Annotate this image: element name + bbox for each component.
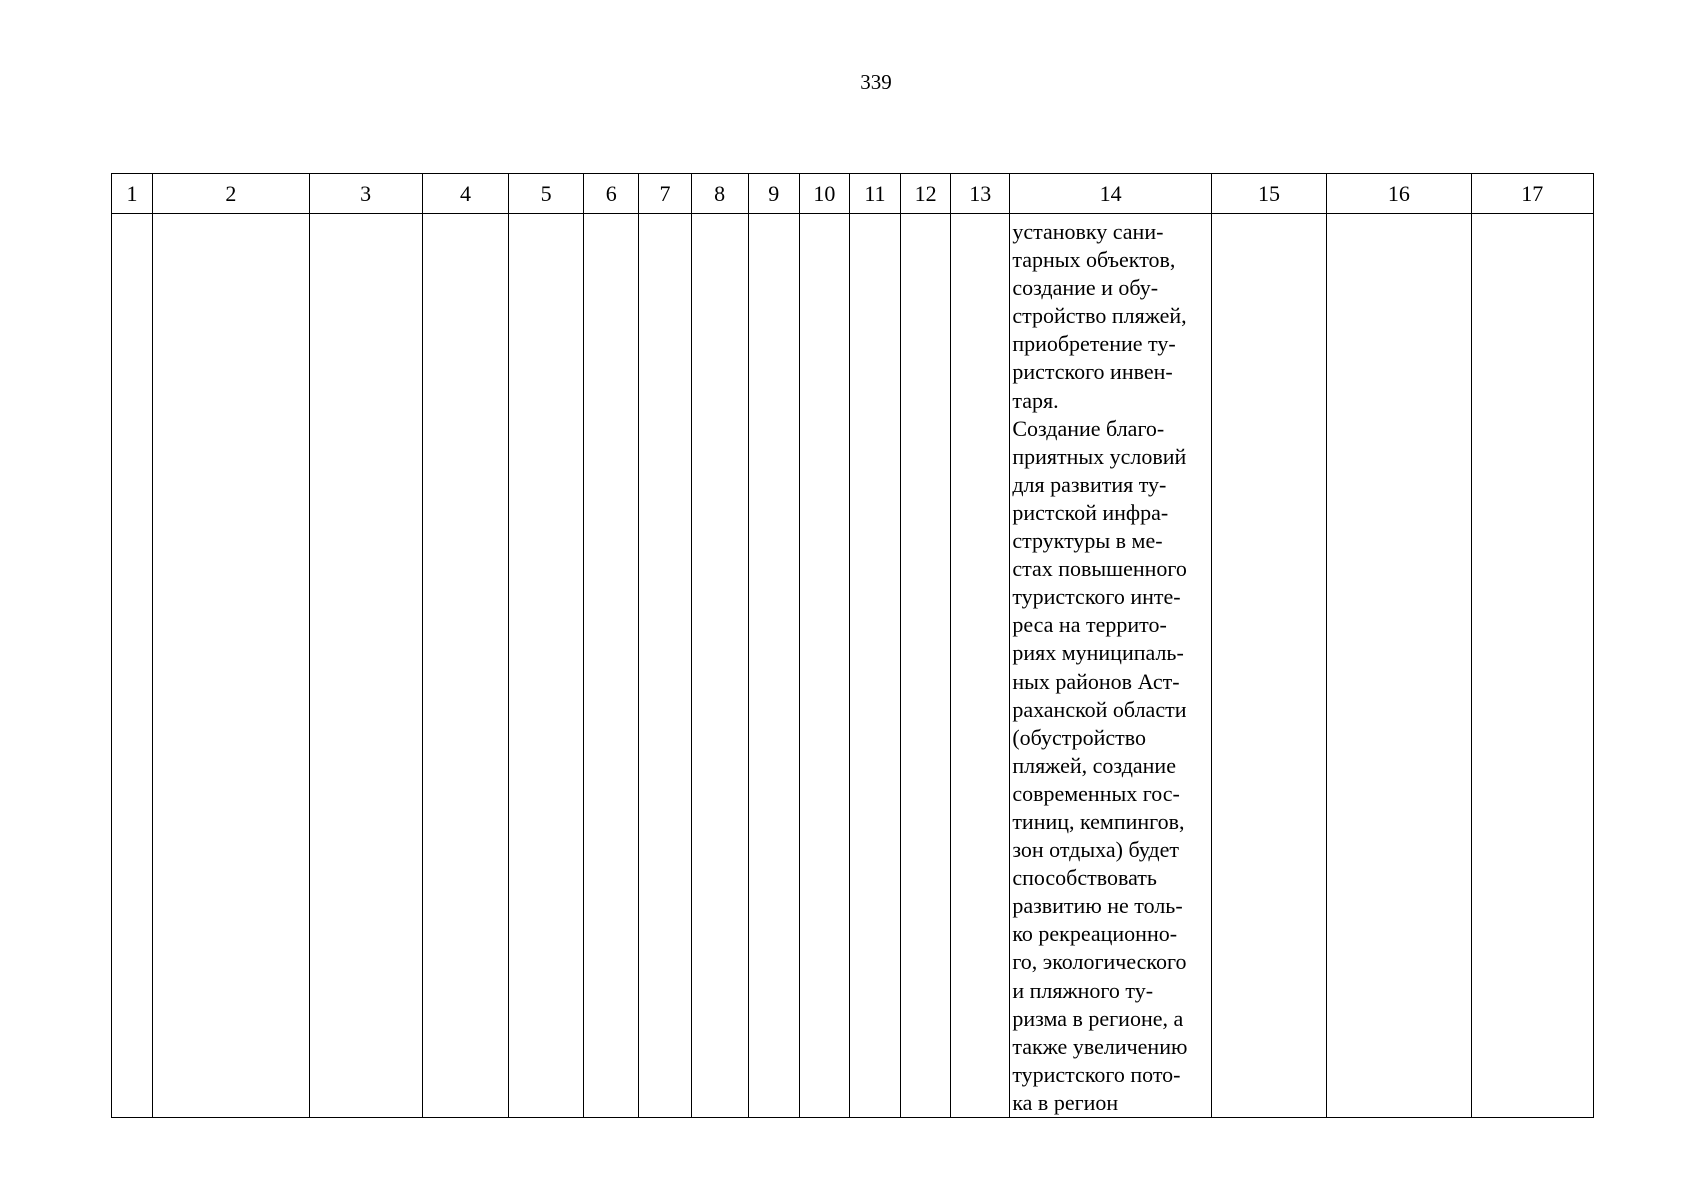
table-cell-11: [849, 214, 900, 1118]
column-header-17: 17: [1471, 174, 1593, 214]
column-header-1: 1: [112, 174, 153, 214]
table-cell-14: [1010, 214, 1212, 1118]
table-cell-10: [799, 214, 849, 1118]
column-header-4: 4: [422, 174, 508, 214]
table-cell-15: [1211, 214, 1326, 1118]
table-cell-6: [584, 214, 639, 1118]
column-header-6: 6: [584, 174, 639, 214]
column-header-14: 14: [1010, 174, 1212, 214]
column-14-text: установку сани- тарных объектов, создание и обу- стройство пляжей, приобретение ту- ристского инвен- таря. Создание благо- приятных условий для развития ту- ристской инфра- структуры в ме- стах повышенного туристского инте- реса на террито- риях муниципаль- ных районов Аст- раханской области (обустройство пляжей, создание современных гос- тиниц, кемпингов, зон отдыха) будет способствовать развитию не толь- ко рекреационно- го, экологического и пляжного ту- ризма в регионе, а также увеличению туристского пото- ка в регион: [1012, 219, 1188, 1115]
table-cell-7: [639, 214, 691, 1118]
table-cell-16: [1327, 214, 1471, 1118]
table-cell-13: [951, 214, 1010, 1118]
column-header-12: 12: [901, 174, 951, 214]
column-header-8: 8: [691, 174, 748, 214]
column-header-11: 11: [849, 174, 900, 214]
table-cell-1: [112, 214, 153, 1118]
column-header-13: 13: [951, 174, 1010, 214]
table-row: [112, 214, 1594, 1118]
column-header-16: 16: [1327, 174, 1471, 214]
column-header-2: 2: [153, 174, 309, 214]
table-cell-12: [901, 214, 951, 1118]
column-header-15: 15: [1211, 174, 1326, 214]
table-cell-9: [748, 214, 799, 1118]
table-cell-8: [691, 214, 748, 1118]
page-number: 339: [860, 70, 892, 94]
table-cell-2: [153, 214, 309, 1118]
table-cell-5: [509, 214, 584, 1118]
column-header-7: 7: [639, 174, 691, 214]
table-cell-17: [1471, 214, 1593, 1118]
column-header-3: 3: [309, 174, 422, 214]
table-cell-4: [422, 214, 508, 1118]
column-header-5: 5: [509, 174, 584, 214]
header-row: [112, 174, 1594, 214]
column-header-10: 10: [799, 174, 849, 214]
column-header-9: 9: [748, 174, 799, 214]
table-cell-3: [309, 214, 422, 1118]
data-table: [111, 173, 1594, 1118]
